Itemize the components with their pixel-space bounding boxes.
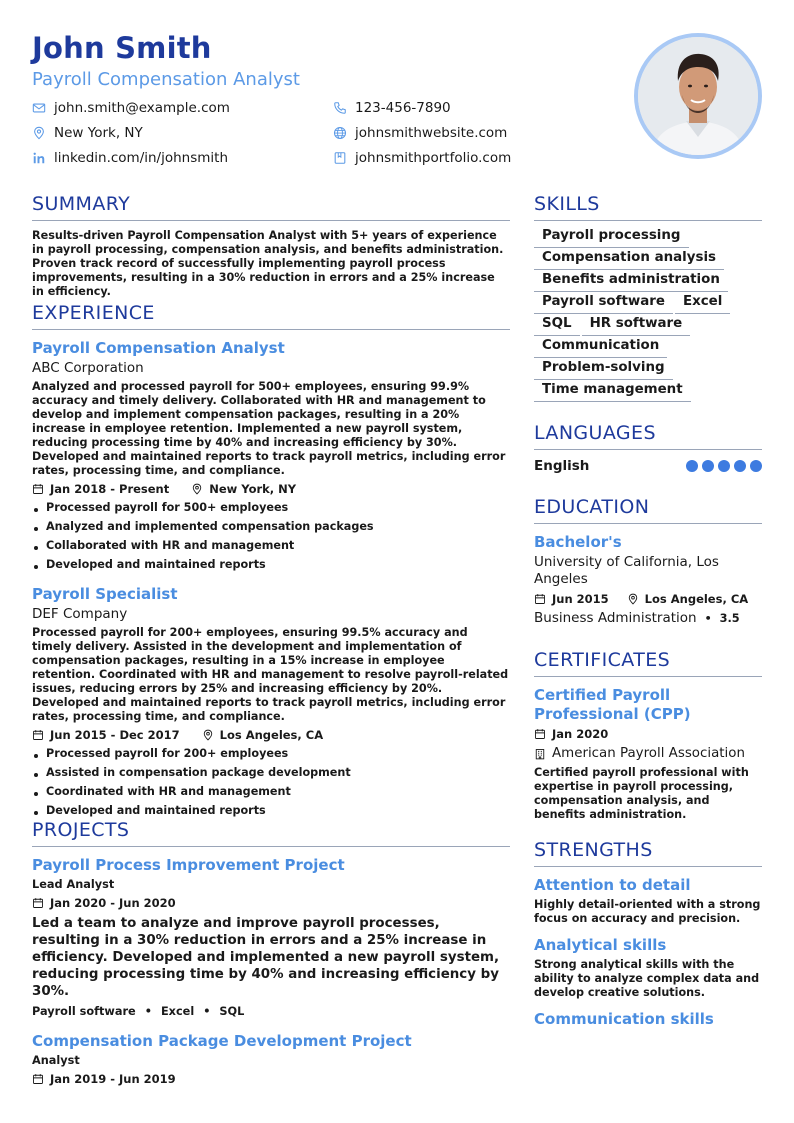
linkedin-text: linkedin.com/in/johnsmith xyxy=(54,150,229,166)
project-description: Led a team to analyze and improve payroll processes, resulting in a 30% reduction in errors and a 25% increase in efficiency. Developed and implemented a new payroll system, reducing processing time by 40% and increasing efficiency by 30%. xyxy=(32,916,500,999)
summary-text: Results-driven Payroll Compensation Analyst with 5+ years of experience in payroll processing, compensation analysis, and benefits administration. Proven track record of successfully implementing payroll process improvements, resulting in a 30% reduction in errors and a 25% increase in efficiency. xyxy=(32,229,504,298)
language-level-dot xyxy=(718,460,730,472)
skill-tag: Time management xyxy=(534,381,691,402)
certificate-description: Certified payroll professional with expertise in payroll processing, compensation analysis, and benefits administration. xyxy=(534,766,749,821)
job-company: ABC Corporation xyxy=(32,360,144,376)
job-dates: Jan 2018 - Present xyxy=(50,482,170,496)
education-school: University of California, Los Angeles xyxy=(534,554,719,587)
skill-tag: Communication xyxy=(534,337,667,358)
strengths-heading: STRENGTHS xyxy=(534,839,762,867)
linkedin-icon xyxy=(32,151,46,165)
strength-title: Analytical skills xyxy=(534,936,667,954)
certificates-heading: CERTIFICATES xyxy=(534,649,762,677)
globe-icon xyxy=(333,126,347,140)
education-date: Jun 2015 xyxy=(552,592,609,606)
skills-section xyxy=(534,193,762,402)
project-title: Compensation Package Development Project xyxy=(32,1032,412,1050)
skill-tag: SQL xyxy=(534,315,580,336)
job-dates: Jun 2015 - Dec 2017 xyxy=(50,728,180,742)
certificate-issuer-row xyxy=(534,746,762,761)
education-degree: Bachelor's xyxy=(534,533,622,551)
portfolio-icon xyxy=(333,151,347,165)
location-pin-icon xyxy=(202,729,214,741)
project-skills: Payroll software • Excel • SQL xyxy=(32,1005,245,1018)
language-level-dot xyxy=(686,460,698,472)
languages-heading: LANGUAGES xyxy=(534,422,762,450)
location-pin-icon xyxy=(191,483,203,495)
strength-title: Attention to detail xyxy=(534,876,691,894)
list-item: Processed payroll for 500+ employees xyxy=(32,498,510,517)
strength-title: Communication skills xyxy=(534,1010,714,1028)
projects-heading: PROJECTS xyxy=(32,819,510,847)
list-item: Coordinated with HR and management xyxy=(32,782,510,801)
job-location: New York, NY xyxy=(209,482,297,496)
calendar-icon xyxy=(32,897,44,909)
list-item: Analyzed and implemented compensation packages xyxy=(32,517,510,536)
job-description: Analyzed and processed payroll for 500+ employees, ensuring 99.9% accuracy and timely delivery. Collaborated with HR and management to develop and implement compensation packages, resulting in a 20% increase in employee retention. Implemented a new payroll system, reducing processing time by 40% and increasing efficiency by 30%. Developed and maintained reports to track payroll metrics, including error rates, processing time, and compliance. xyxy=(32,380,506,477)
list-item: Developed and maintained reports xyxy=(32,801,510,820)
skill-tag: Benefits administration xyxy=(534,271,728,292)
certificate-date: Jan 2020 xyxy=(552,727,609,741)
strength-text: Strong analytical skills with the ability to analyze complex data and develop creative solutions. xyxy=(534,958,760,999)
strength-entry xyxy=(534,936,762,1000)
strength-text: Highly detail-oriented with a strong focus on accuracy and precision. xyxy=(534,898,761,925)
project-dates: Jan 2019 - Jun 2019 xyxy=(50,1072,176,1086)
projects-section xyxy=(32,819,510,1086)
phone-icon xyxy=(333,101,347,115)
contact-location xyxy=(32,125,143,141)
calendar-icon xyxy=(534,593,546,605)
education-field: Business Administration xyxy=(534,610,697,626)
certificate-title: Certified Payroll Professional (CPP) xyxy=(534,686,691,723)
education-meta xyxy=(534,592,762,606)
list-item: Assisted in compensation package development xyxy=(32,763,510,782)
list-item: Collaborated with HR and management xyxy=(32,536,510,555)
phone-text: 123-456-7890 xyxy=(355,100,451,116)
job-company: DEF Company xyxy=(32,606,128,622)
language-name: English xyxy=(534,458,590,474)
language-row xyxy=(534,458,762,474)
project-title: Payroll Process Improvement Project xyxy=(32,856,345,874)
building-icon xyxy=(534,748,546,760)
calendar-icon xyxy=(32,729,44,741)
email-text: john.smith@example.com xyxy=(54,100,230,116)
project-entry xyxy=(32,856,510,1018)
project-meta xyxy=(32,896,510,910)
project-role: Lead Analyst xyxy=(32,878,115,891)
summary-heading: SUMMARY xyxy=(32,193,510,221)
project-skill: SQL xyxy=(219,1005,245,1018)
strength-entry xyxy=(534,1010,762,1028)
skill-tag: Excel xyxy=(675,293,730,314)
contact-portfolio[interactable] xyxy=(333,150,511,166)
experience-section xyxy=(32,302,510,820)
job-bullets xyxy=(32,744,510,820)
calendar-icon xyxy=(534,728,546,740)
project-dates: Jan 2020 - Jun 2020 xyxy=(50,896,176,910)
portfolio-text: johnsmithportfolio.com xyxy=(355,150,512,166)
summary-section xyxy=(32,193,510,299)
project-role: Analyst xyxy=(32,1054,80,1067)
strength-entry xyxy=(534,876,762,926)
project-skill: Payroll software xyxy=(32,1005,136,1018)
contact-website[interactable] xyxy=(333,125,507,141)
job-meta xyxy=(32,482,510,496)
education-section xyxy=(534,496,762,626)
skill-tag: Payroll processing xyxy=(534,227,689,248)
list-item: Developed and maintained reports xyxy=(32,555,510,574)
project-entry xyxy=(32,1032,510,1086)
job-entry xyxy=(32,585,510,820)
experience-heading: EXPERIENCE xyxy=(32,302,510,330)
job-meta xyxy=(32,728,510,742)
calendar-icon xyxy=(32,1073,44,1085)
contact-linkedin[interactable] xyxy=(32,150,228,166)
language-level-dots xyxy=(682,460,762,472)
website-text: johnsmithwebsite.com xyxy=(355,125,508,141)
languages-section xyxy=(534,422,762,474)
certificates-section xyxy=(534,649,762,822)
job-title: Payroll Compensation Analyst xyxy=(32,339,285,357)
education-location: Los Angeles, CA xyxy=(644,592,749,606)
language-level-dot xyxy=(734,460,746,472)
profile-portrait-image xyxy=(638,37,758,155)
education-gpa: 3.5 xyxy=(719,611,740,625)
project-meta xyxy=(32,1072,510,1086)
job-bullets xyxy=(32,498,510,574)
certificate-issuer: American Payroll Association xyxy=(552,746,745,761)
job-entry xyxy=(32,339,510,574)
location-pin-icon xyxy=(627,593,639,605)
skill-tag: Compensation analysis xyxy=(534,249,724,270)
education-field-row: Business Administration • 3.5 xyxy=(534,610,740,626)
location-text: New York, NY xyxy=(54,125,143,141)
list-item: Processed payroll for 200+ employees xyxy=(32,744,510,763)
skill-tag: Problem-solving xyxy=(534,359,673,380)
profile-photo xyxy=(634,33,762,159)
location-pin-icon xyxy=(32,126,46,140)
calendar-icon xyxy=(32,483,44,495)
contact-phone[interactable] xyxy=(333,100,451,116)
language-level-dot xyxy=(750,460,762,472)
education-heading: EDUCATION xyxy=(534,496,762,524)
job-location: Los Angeles, CA xyxy=(219,728,324,742)
skills-list xyxy=(534,226,762,402)
certificate-date-row xyxy=(534,727,762,741)
skill-tag: Payroll software xyxy=(534,293,673,314)
project-skill: Excel xyxy=(160,1005,195,1018)
contact-email[interactable] xyxy=(32,100,230,116)
skill-tag: HR software xyxy=(582,315,691,336)
strengths-section xyxy=(534,839,762,1028)
skills-heading: SKILLS xyxy=(534,193,762,221)
job-description: Processed payroll for 200+ employees, ensuring 99.5% accuracy and timely delivery. Assisted in the development and implementation of compensation packages, resulting in a 15% increase in employee retention. Coordinated with HR and management to resolve payroll-related issues, reducing errors by 25% and increasing efficiency by 20%. Developed and maintained reports to track payroll metrics, including error rates, processing time, and compliance. xyxy=(32,626,509,723)
job-title: Payroll Specialist xyxy=(32,585,178,603)
language-level-dot xyxy=(702,460,714,472)
mail-icon xyxy=(32,101,46,115)
candidate-name: John Smith xyxy=(32,31,212,65)
candidate-title: Payroll Compensation Analyst xyxy=(32,69,300,90)
